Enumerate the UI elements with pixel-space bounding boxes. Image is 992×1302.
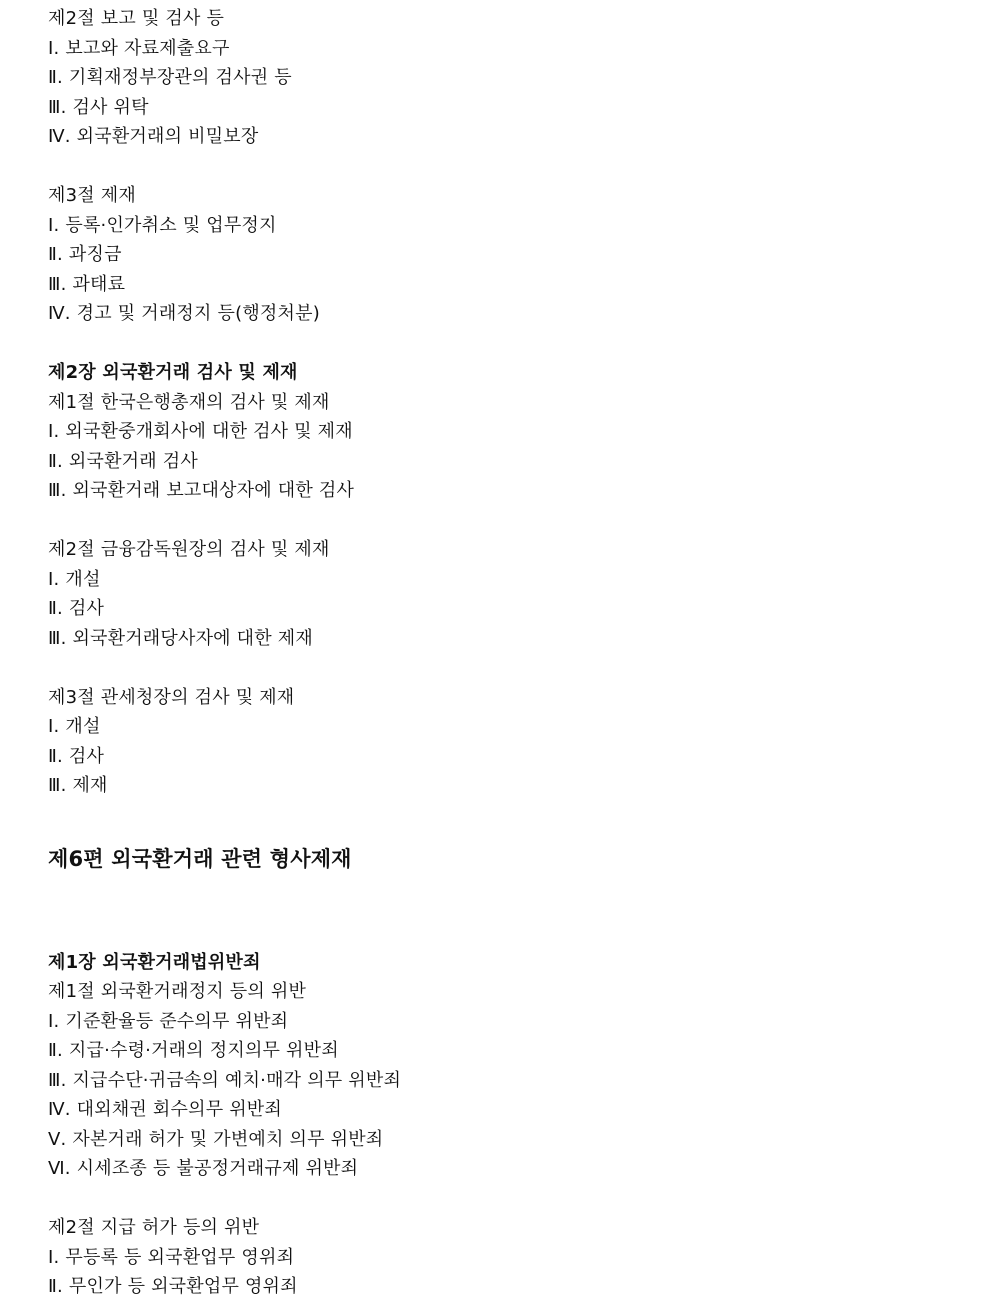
list-item: Ⅱ. 과징금 <box>48 244 122 265</box>
section-title: 제1절 한국은행총재의 검사 및 제재 <box>48 391 330 413</box>
list-item: Ⅵ. 시세조종 등 불공정거래규제 위반죄 <box>48 1158 359 1179</box>
chapter-block <box>48 358 978 506</box>
section-block <box>48 535 978 653</box>
list-item: Ⅱ. 외국환거래 검사 <box>48 450 198 472</box>
section-title: 제3절 관세청장의 검사 및 제재 <box>48 686 295 708</box>
list-item: Ⅳ. 대외채권 회수의무 위반죄 <box>48 1099 282 1120</box>
list-item: Ⅱ. 기획재정부장관의 검사권 등 <box>48 67 292 88</box>
spacer <box>48 653 978 683</box>
list-item: Ⅲ. 검사 위탁 <box>48 96 149 118</box>
list-item: Ⅱ. 검사 <box>48 745 105 767</box>
list-item: Ⅰ. 기준환율등 준수의무 위반죄 <box>48 1010 289 1032</box>
list-item: Ⅲ. 지급수단·귀금속의 예치·매각 의무 위반죄 <box>48 1069 402 1091</box>
list-item: Ⅰ. 개설 <box>48 568 101 590</box>
section-title: 제3절 제재 <box>48 185 136 206</box>
list-item: Ⅲ. 제재 <box>48 775 108 796</box>
section-block <box>48 181 978 329</box>
list-item: Ⅰ. 외국환중개회사에 대한 검사 및 제재 <box>48 421 353 442</box>
list-item: Ⅱ. 무인가 등 외국환업무 영위죄 <box>48 1276 298 1297</box>
spacer <box>48 329 978 359</box>
chapter-block <box>48 948 978 1184</box>
part-title: 제6편 외국환거래 관련 형사제재 <box>48 846 352 871</box>
spacer <box>48 888 978 948</box>
spacer <box>48 801 978 830</box>
spacer <box>48 506 978 536</box>
spacer <box>48 1184 978 1214</box>
list-item: Ⅲ. 외국환거래당사자에 대한 제재 <box>48 627 313 649</box>
section-block <box>48 4 978 152</box>
section-block <box>48 683 978 801</box>
section-title: 제2절 보고 및 검사 등 <box>48 8 225 29</box>
list-item: Ⅲ. 과태료 <box>48 273 126 295</box>
list-item: Ⅴ. 자본거래 허가 및 가변예치 의무 위반죄 <box>48 1128 384 1150</box>
section-block <box>48 1213 978 1302</box>
list-item: Ⅰ. 보고와 자료제출요구 <box>48 37 230 59</box>
list-item: Ⅲ. 외국환거래 보고대상자에 대한 검사 <box>48 480 355 501</box>
list-item: Ⅰ. 등록·인가취소 및 업무정지 <box>48 214 277 236</box>
list-item: Ⅱ. 검사 <box>48 598 105 619</box>
document-body <box>48 4 978 1302</box>
chapter-title: 제1장 외국환거래법위반죄 <box>48 951 261 973</box>
section-title: 제2절 지급 허가 등의 위반 <box>48 1217 260 1238</box>
list-item: Ⅰ. 무등록 등 외국환업무 영위죄 <box>48 1246 295 1268</box>
list-item: Ⅳ. 외국환거래의 비밀보장 <box>48 126 259 147</box>
list-item: Ⅰ. 개설 <box>48 716 101 737</box>
list-item: Ⅱ. 지급·수령·거래의 정지의무 위반죄 <box>48 1040 339 1061</box>
section-title: 제2절 금융감독원장의 검사 및 제재 <box>48 539 330 560</box>
spacer <box>48 152 978 182</box>
section-title: 제1절 외국환거래정지 등의 위반 <box>48 981 307 1002</box>
chapter-title: 제2장 외국환거래 검사 및 제재 <box>48 362 298 383</box>
list-item: Ⅳ. 경고 및 거래정지 등(행정처분) <box>48 303 320 324</box>
